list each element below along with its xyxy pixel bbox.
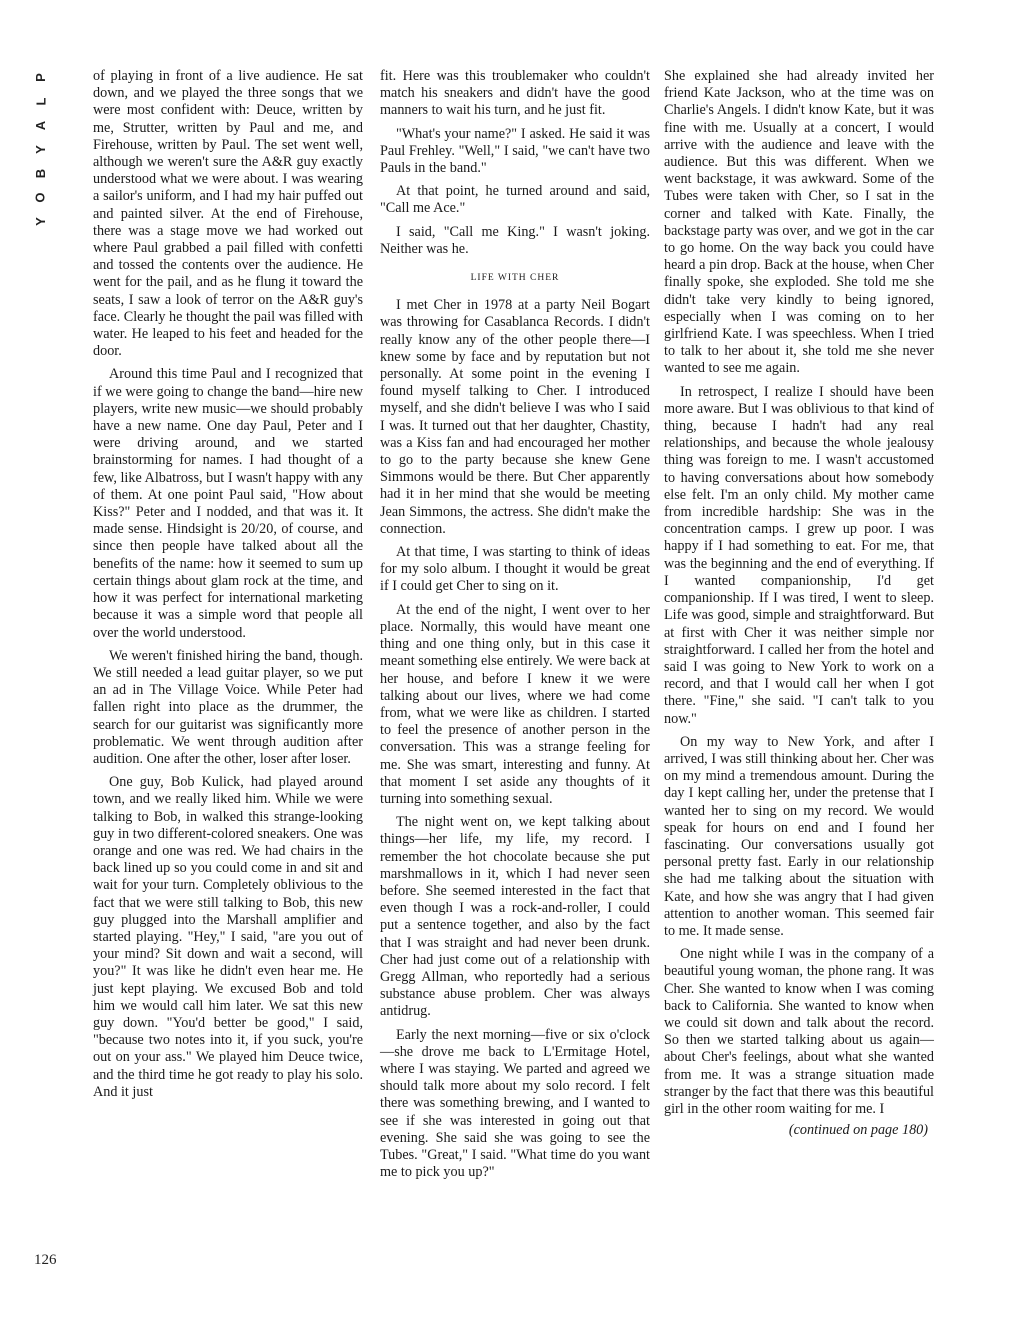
page-number: 126 xyxy=(34,1252,57,1268)
logo-letter: Y xyxy=(32,216,48,226)
paragraph: On my way to New York, and after I arrived, I was still thinking about her. Cher was on my mind a tremendous amount. During the day I kept calling her, under the pretense that I wanted her to sing on my record. We would speak for hours on end and I found her fascinating. Our conversations usually got personal pretty fast. Early in our relationship she had me talking about the situation with Kate, and how she was angry that I had given attention to another woman. This seemed fair to me. It made sense. xyxy=(664,733,934,939)
paragraph: I said, "Call me King." I wasn't joking. Neither was he. xyxy=(380,223,650,257)
paragraph: In retrospect, I realize I should have been more aware. But I was oblivious to that kind of thing, because I hadn't had any real relationships, and because the whole jealousy thing was foreign to me. I wasn't accustomed to having conversations about how somebody else felt. I'm an only child. My mother came from incredible hardship: She was in the concentration camps. I grew up poor. I was happy if I had something to eat. For me, that was the beginning and the end of everything. If I wanted companionship, I'd get companionship. If I was tired, I went to sleep. Life was good, simple and straightforward. But at first with Cher it was neither simple nor straightforward. I called her from the hotel and said I was going to New York to work on a record, and that I would call her when I got there. "Fine," she said. "I can't talk to you now." xyxy=(664,383,934,727)
article-column-3 xyxy=(664,68,934,1139)
section-heading: LIFE WITH CHER xyxy=(470,273,560,284)
paragraph: At that point, he turned around and said, "Call me Ace." xyxy=(380,183,650,217)
paragraph: At the end of the night, I went over to her place. Normally, this would have meant one thing and one thing only, but in this case it meant something else entirely. We were back at her house, and before I knew it we were talking about our lives, where we had come from, what we were like as children. I started to feel the presence of another person in the conversation. This was a strange feeling for me. She was smart, interesting and funny. At that moment I set aside any thoughts of it turning into something sexual. xyxy=(380,601,650,807)
paragraph: At that time, I was starting to think of ideas for my solo album. I thought it would be great if I could get Cher to sing on it. xyxy=(380,544,650,595)
paragraph: I met Cher in 1978 at a party Neil Bogart was throwing for Casablanca Records. I didn't really know any of the other people there—I knew some by face and by reputation but not personally. At some point in the evening I found myself talking to Cher. I introduced myself, and she didn't believe I was who I said I was. It turned out that her daughter, Chastity, was a Kiss fan and had encouraged her mother to go to the party because she knew Gene Simmons would be there. But Cher apparently had it in her mind that she would be meeting Jean Simmons, the actress. She didn't make the connection. xyxy=(380,297,650,537)
paragraph: One guy, Bob Kulick, had played around town, and we really liked him. While we were talking to Bob, in walked this strange-looking guy in two different-colored sneakers. One was orange and one was red. We had chairs in the back lined up so you could come in and sit and wait for your turn. Completely oblivious to the fact that we were still talking to Bob, this new guy plugged into the Marshall amplifier and started playing. "Hey," I said, "are you out of your mind? Sit down and wait a second, will you?" It was like he didn't even hear me. He just kept playing. We excused Bob and told him we would call him later. We sat this new guy down. "You'd better be good," I said, "because two notes into it, if you suck, you're out on your ass." We played him Deuce twice, and the third time he got ready to play his solo. And it just xyxy=(93,774,363,1100)
paragraph: fit. Here was this troublemaker who couldn't match his sneakers and didn't have the good manners to wait his turn, and he just fit. xyxy=(380,68,650,119)
logo-letter: L xyxy=(32,96,48,106)
continued-note: (continued on page 180) xyxy=(788,1122,928,1139)
paragraph: of playing in front of a live audience. He sat down, and we played the three songs that we were most confident with: Deuce, written by me, Strutter, written by Paul and me, and Firehouse, written by Paul. The set went well, although we weren't sure the A&R guy exactly understood what we were about. I was wearing a sailor's uniform, and I had my hair puffed out and painted silver. At the end of Firehouse, there was a stage move we had worked out where Paul grabbed a pail filled with confetti and tossed the contents over the audience. He went for the pail, and as he flung it toward the seats, I saw a look of terror on the A&R guy's face. Clearly he thought the pail was filled with water. He leaped to his feet and headed for the door. xyxy=(93,68,363,360)
paragraph: She explained she had already invited her friend Kate Jackson, who at the time was on Charlie's Angels. I didn't know Kate, but it was fine with me. Usually at a concert, I would arrive with the audience and leave with the audience. But this was different. When we went backstage, it was awkward. Some of the Tubes were taken with Cher, so I sat in the corner and talked with Kate. Finally, the backstage party was over, and we got in the car to go home. On the way back you could have heard a pin drop. Back at the house, when Cher finally spoke, she exploded. She told me she didn't take very kindly to being ignored, especially when I was coming on to her girlfriend Kate. I was speechless. When I tried to talk to her about it, she told me she never wanted to see me again. xyxy=(664,68,934,377)
article-column-2 xyxy=(380,68,650,1187)
logo-letter: A xyxy=(32,119,48,131)
paragraph: Early the next morning—five or six o'clock—she drove me back to L'Ermitage Hotel, where I was staying. We parted and agreed we should talk more about my solo record. I felt there was something brewing, and I wanted to see if she was interested in going out that evening. She said she was going to see the Tubes. "Great," I said. "What time do you want me to pick you up?" xyxy=(380,1026,650,1181)
paragraph: Around this time Paul and I recognized that if we were going to change the band—hire new players, write new music—we should probably have a new name. One day Paul, Peter and I were driving around, and we started brainstorming for names. I had thought of a few, like Albatross, but I wasn't happy with any of them. At one point Paul said, "How about Kiss?" Peter and I nodded, and that was it. It made sense. Hindsight is 20/20, of course, and since then people have talked about all the benefits of the name: how it seemed to sum up certain things about glam rock at the time, and how it was perfect for international marketing because it was a simple word that people all over the world understood. xyxy=(93,366,363,641)
magazine-logo xyxy=(26,70,56,228)
paragraph: The night went on, we kept talking about things—her life, my life, my record. I remember the hot chocolate because she put marshmallows in it, which I had never seen before. She seemed interested in the fact that even though I was a rock-and-roller, I could put a sentence together, and also by the fact that I was straight and had never been drunk. Cher had just come out of a relationship with Gregg Allman, who reportedly had a serious substance abuse problem. Cher was always antidrug. xyxy=(380,814,650,1020)
logo-letter: P xyxy=(32,72,48,82)
paragraph: We weren't finished hiring the band, though. We still needed a lead guitar player, so we put an ad in The Village Voice. While Peter had fallen right into place as the drummer, the search for our guitarist was significantly more problematic. We went through audition after audition. One after the other, loser after loser. xyxy=(93,647,363,767)
logo-letter: B xyxy=(32,167,48,179)
paragraph: One night while I was in the company of a beautiful young woman, the phone rang. It was Cher. She wanted to know when I was coming back to California. She wanted to know when we could sit down and talk about the record. So then we started talking about us again—about Cher's feelings, about what she wanted from me. It was a strange situation made stranger by the fact that there was this beautiful girl in the other room waiting for me. I xyxy=(664,946,934,1117)
paragraph: "What's your name?" I asked. He said it was Paul Frehley. "Well," I said, "we can't have two Pauls in the band." xyxy=(380,125,650,177)
logo-letter: O xyxy=(33,191,48,203)
logo-letter: Y xyxy=(32,144,48,154)
article-column-1 xyxy=(93,68,363,1107)
